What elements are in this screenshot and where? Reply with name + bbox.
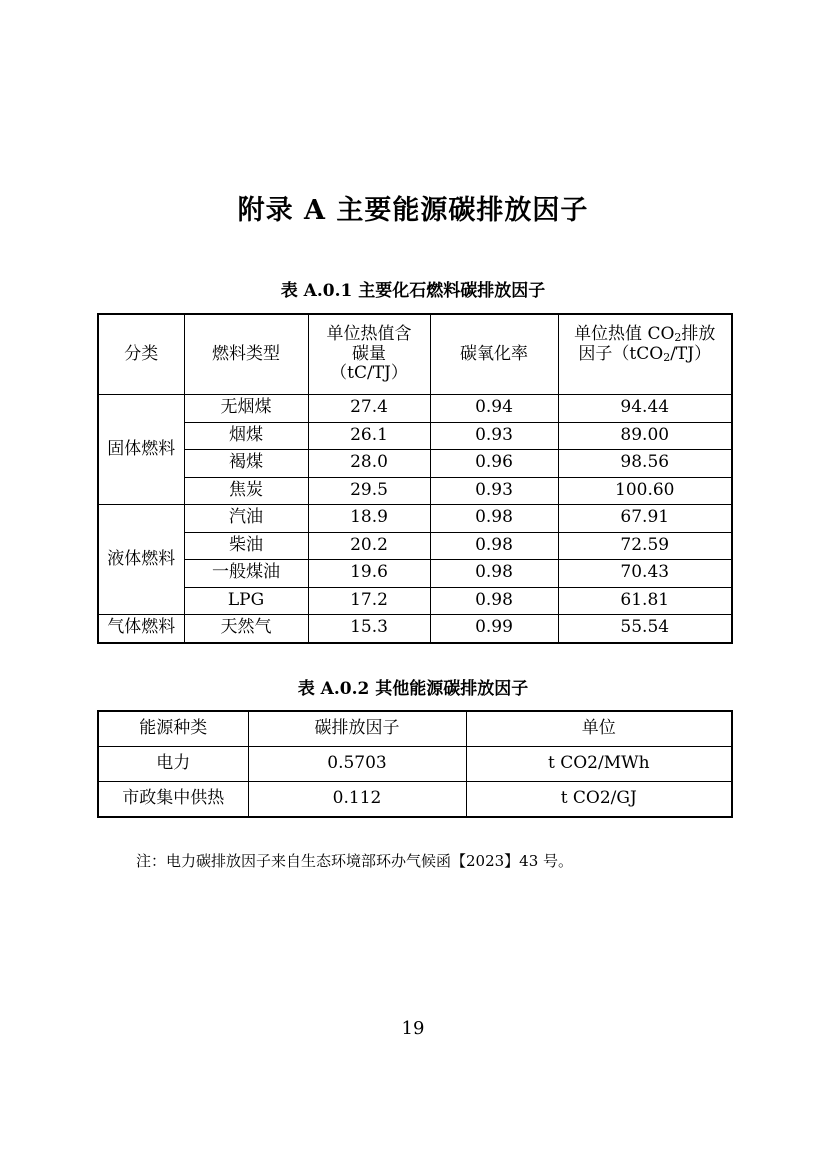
footnote: 注：电力碳排放因子来自生态环境部环办气候函【2023】43 号。 bbox=[136, 852, 574, 870]
fuel-cell: LPG bbox=[184, 587, 308, 615]
table-row bbox=[98, 747, 732, 782]
carbon-content-cell: 20.2 bbox=[308, 532, 430, 560]
header-factor-subscript: 2 bbox=[674, 330, 682, 344]
oxidation-rate-cell: 0.98 bbox=[430, 587, 558, 615]
carbon-content-cell: 19.6 bbox=[308, 560, 430, 588]
factor-cell: 0.112 bbox=[248, 782, 466, 818]
header-emission-factor-line1 bbox=[559, 325, 732, 345]
emission-factor-cell: 98.56 bbox=[558, 450, 732, 478]
header-fuel-type: 燃料类型 bbox=[184, 314, 308, 395]
fuel-cell: 汽油 bbox=[184, 505, 308, 533]
category-cell: 气体燃料 bbox=[98, 615, 184, 643]
table2-header-row bbox=[98, 711, 732, 747]
header-factor-text-a: 单位热值 CO bbox=[574, 323, 675, 344]
header-factor-subscript-2: 2 bbox=[663, 350, 671, 364]
emission-factor-cell: 67.91 bbox=[558, 505, 732, 533]
other-energy-factor-table bbox=[97, 710, 733, 818]
oxidation-rate-cell: 0.93 bbox=[430, 477, 558, 505]
fuel-cell: 一般煤油 bbox=[184, 560, 308, 588]
fuel-cell: 烟煤 bbox=[184, 422, 308, 450]
header-carbon-factor: 碳排放因子 bbox=[248, 711, 466, 747]
carbon-content-cell: 18.9 bbox=[308, 505, 430, 533]
category-cell: 液体燃料 bbox=[98, 505, 184, 615]
emission-factor-cell: 70.43 bbox=[558, 560, 732, 588]
energy-cell: 市政集中供热 bbox=[98, 782, 248, 818]
emission-factor-cell: 94.44 bbox=[558, 395, 732, 423]
header-emission-factor-line2 bbox=[559, 345, 732, 365]
emission-factor-cell: 100.60 bbox=[558, 477, 732, 505]
table2-caption: 表 A.0.2 其他能源碳排放因子 bbox=[297, 679, 529, 699]
oxidation-rate-cell: 0.98 bbox=[430, 532, 558, 560]
fuel-cell: 焦炭 bbox=[184, 477, 308, 505]
oxidation-rate-cell: 0.99 bbox=[430, 615, 558, 643]
fuel-cell: 天然气 bbox=[184, 615, 308, 643]
page-number: 19 bbox=[401, 1018, 425, 1039]
fuel-cell: 柴油 bbox=[184, 532, 308, 560]
header-emission-factor bbox=[558, 314, 732, 395]
emission-factor-cell: 72.59 bbox=[558, 532, 732, 560]
carbon-content-cell: 29.5 bbox=[308, 477, 430, 505]
table-row bbox=[98, 450, 732, 478]
carbon-content-cell: 17.2 bbox=[308, 587, 430, 615]
header-energy-type: 能源种类 bbox=[98, 711, 248, 747]
unit-cell: t CO2/GJ bbox=[466, 782, 732, 818]
fuel-cell: 无烟煤 bbox=[184, 395, 308, 423]
oxidation-rate-cell: 0.94 bbox=[430, 395, 558, 423]
oxidation-rate-cell: 0.93 bbox=[430, 422, 558, 450]
carbon-content-cell: 26.1 bbox=[308, 422, 430, 450]
header-factor-text-d: /TJ） bbox=[670, 343, 712, 364]
table-row bbox=[98, 532, 732, 560]
header-category: 分类 bbox=[98, 314, 184, 395]
table-row bbox=[98, 615, 732, 643]
table1-header-row bbox=[98, 314, 732, 395]
carbon-content-cell: 28.0 bbox=[308, 450, 430, 478]
carbon-content-cell: 15.3 bbox=[308, 615, 430, 643]
appendix-title: 附录 A 主要能源碳排放因子 bbox=[237, 195, 589, 226]
emission-factor-cell: 61.81 bbox=[558, 587, 732, 615]
carbon-content-cell: 27.4 bbox=[308, 395, 430, 423]
oxidation-rate-cell: 0.98 bbox=[430, 505, 558, 533]
header-unit: 单位 bbox=[466, 711, 732, 747]
table-row bbox=[98, 505, 732, 533]
unit-cell: t CO2/MWh bbox=[466, 747, 732, 782]
table-row bbox=[98, 395, 732, 423]
table-row bbox=[98, 422, 732, 450]
emission-factor-cell: 89.00 bbox=[558, 422, 732, 450]
table-row bbox=[98, 587, 732, 615]
fossil-fuel-factor-table bbox=[97, 313, 733, 644]
header-factor-text-c: 因子（tCO bbox=[578, 343, 664, 364]
oxidation-rate-cell: 0.96 bbox=[430, 450, 558, 478]
fuel-cell: 褐煤 bbox=[184, 450, 308, 478]
header-carbon-content-line2: 碳量 bbox=[352, 343, 386, 364]
header-oxidation-rate: 碳氧化率 bbox=[430, 314, 558, 395]
header-carbon-content-line1: 单位热值含 bbox=[326, 324, 412, 345]
header-carbon-content bbox=[308, 314, 430, 395]
header-carbon-content-line3: （tC/TJ） bbox=[330, 363, 408, 384]
category-cell: 固体燃料 bbox=[98, 395, 184, 505]
table-row bbox=[98, 560, 732, 588]
emission-factor-cell: 55.54 bbox=[558, 615, 732, 643]
header-factor-text-b: 排放 bbox=[681, 323, 716, 344]
energy-cell: 电力 bbox=[98, 747, 248, 782]
factor-cell: 0.5703 bbox=[248, 747, 466, 782]
table1-caption: 表 A.0.1 主要化石燃料碳排放因子 bbox=[280, 281, 546, 301]
table-row bbox=[98, 477, 732, 505]
oxidation-rate-cell: 0.98 bbox=[430, 560, 558, 588]
table-row bbox=[98, 782, 732, 818]
